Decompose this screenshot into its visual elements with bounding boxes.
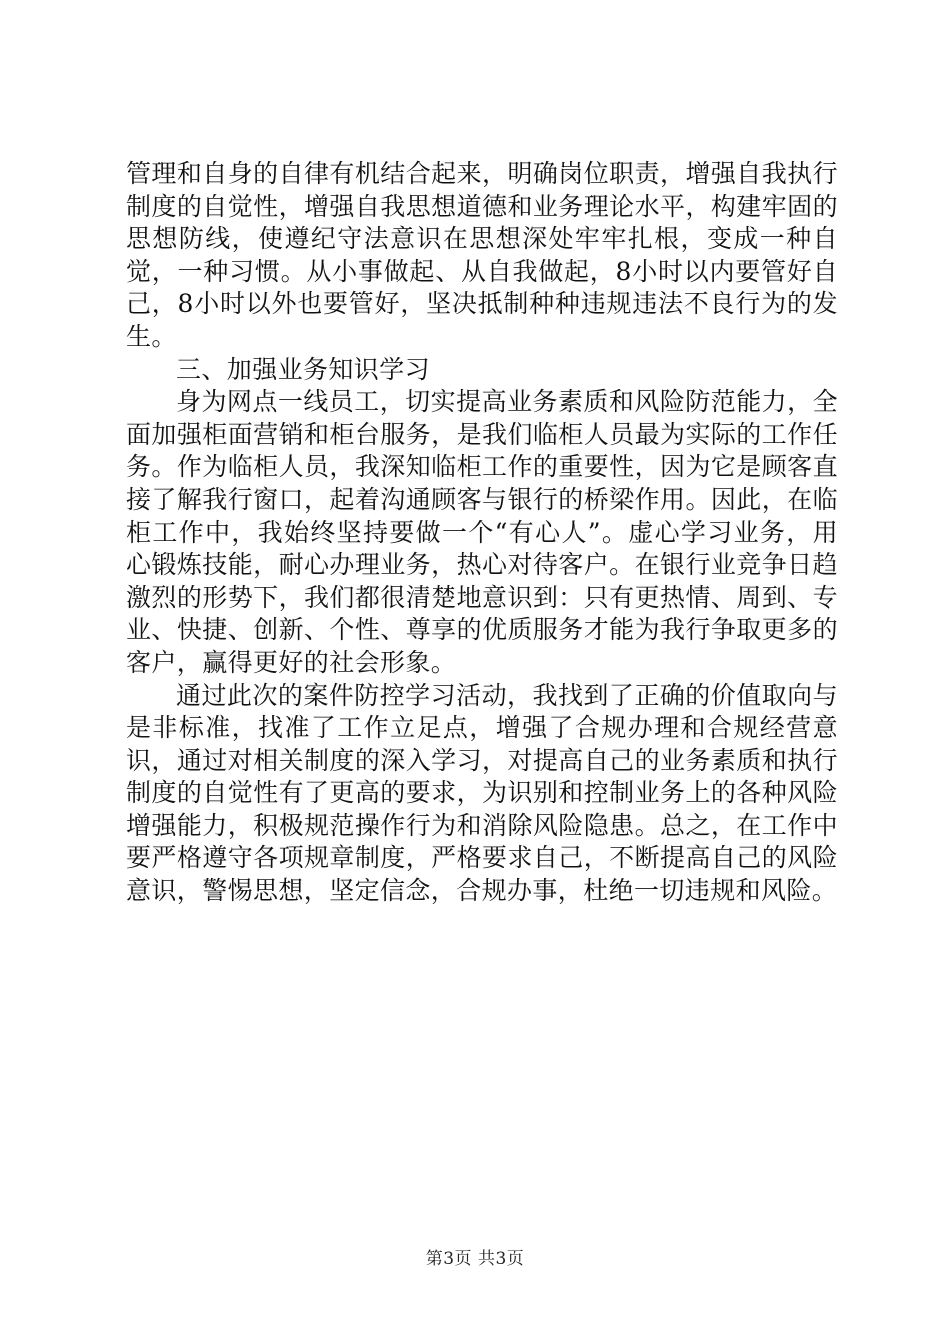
page-footer: 第3页 共3页 bbox=[425, 1249, 525, 1269]
paragraph-conclusion: 通过此次的案件防控学习活动，我找到了正确的价值取向与是非标准，找准了工作立足点，增强了合规办理和合规经营意识，通过对相关制度的深入学习，对提高自己的业务素质和执行制度的自觉性有了更高的要求，为识别和控制业务上的各种风险增强能力，积极规范操作行为和消除风险隐患。总之，在工作中要严格遵守各项规章制度，严格要求自己，不断提高自己的风险意识，警惕思想，坚定信念，合规办事，杜绝一切违规和风险。 bbox=[126, 680, 838, 906]
section-heading: 三、加强业务知识学习 bbox=[176, 354, 431, 384]
document-body bbox=[126, 158, 838, 908]
paragraph-continued: 管理和自身的自律有机结合起来，明确岗位职责，增强自我执行制度的自觉性，增强自我思想道德和业务理论水平，构建牢固的思想防线，使遵纪守法意识在思想深处牢牢扎根，变成一种自觉，一种习惯。从小事做起、从自我做起，8小时以内要管好自己，8小时以外也要管好，坚决抵制种种违规违法不良行为的发生。 bbox=[126, 159, 838, 351]
paragraph-business-learning: 身为网点一线员工，切实提高业务素质和风险防范能力，全面加强柜面营销和柜台服务，是我们临柜人员最为实际的工作任务。作为临柜人员，我深知临柜工作的重要性，因为它是顾客直接了解我行窗口，起着沟通顾客与银行的桥梁作用。因此，在临柜工作中，我始终坚持要做一个“有心人”。虚心学习业务，用心锻炼技能，耐心办理业务，热心对待客户。在银行业竞争日趋激烈的形势下，我们都很清楚地意识到：只有更热情、周到、专业、快捷、创新、个性、尊享的优质服务才能为我行争取更多的客户，赢得更好的社会形象。 bbox=[126, 387, 838, 677]
